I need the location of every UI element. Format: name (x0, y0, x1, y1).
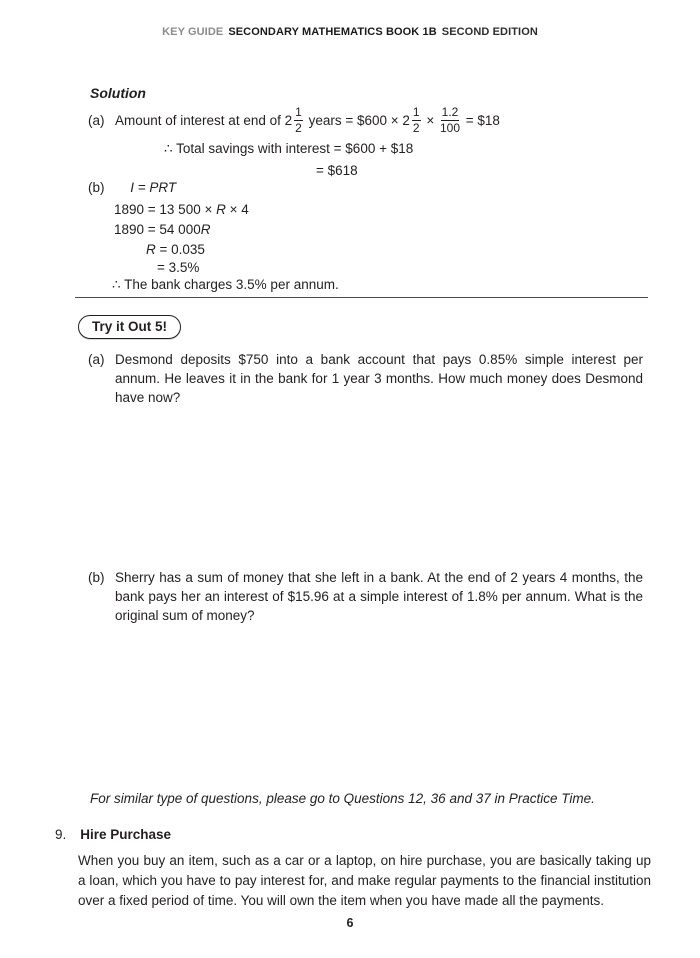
header-edition-label: SECOND EDITION (441, 26, 538, 38)
variable-r: R (216, 202, 226, 217)
solution-b-label: (b) (88, 180, 105, 195)
question-a-label: (a) (88, 352, 105, 367)
solution-a-label: (a) (88, 112, 105, 128)
variable-r: R (200, 222, 211, 237)
try-it-out-badge: Try it Out 5! (78, 315, 181, 339)
question-a (88, 350, 643, 407)
solution-a-total-line: ∴ Total savings with interest = $600 + $18 (164, 141, 414, 156)
question-b (88, 568, 643, 625)
fraction-one-half: $\frac{1}{2}$ (295, 104, 302, 135)
formula-i-prt: I = PRT (130, 180, 177, 195)
variable-r: R (146, 242, 156, 257)
header-series-label: KEY GUIDE (162, 26, 224, 38)
fraction-one-half: $\frac{1}{2}$ (412, 104, 420, 135)
section-number: 9. (55, 827, 67, 842)
solution-a-eq-times: × (422, 112, 438, 128)
solution-a-eq-pre: Amount of interest at end of 2 (115, 112, 293, 128)
header-book-title: SECONDARY MATHEMATICS BOOK 1B (228, 26, 437, 38)
page-number: 6 (346, 916, 354, 930)
section-divider (75, 297, 648, 298)
solution-b-step1: 1890 = 13 500 × R × 4 (114, 202, 249, 217)
fraction-rate: $\frac{1.2}{100}$ (439, 104, 461, 135)
section-9-paragraph: When you buy an item, such as a car or a laptop, on hire purchase, you are basically taking up a loan, which you have to pay interest for, and make regular payments to the financial institution over a fixed period of time. You will own the item when you have made all the payments. (78, 853, 651, 908)
question-a-text: Desmond deposits $750 into a bank account that pays 0.85% simple interest per annum. He leaves it in the bank for 1 year 3 months. How much money does Desmond have now? (115, 352, 643, 405)
solution-a-result-line: = $618 (316, 163, 358, 178)
solution-a-eq-result: = $18 (462, 112, 500, 128)
section-title: Hire Purchase (80, 827, 172, 842)
question-b-label: (b) (88, 570, 105, 585)
solution-heading: Solution (90, 85, 146, 101)
solution-a-eq-mid: years = $600 × 2 (304, 112, 410, 128)
solution-b-conclusion: ∴ The bank charges 3.5% per annum. (112, 277, 339, 292)
solution-b-step4: = 3.5% (157, 260, 200, 275)
solution-b-step3: R = 0.035 (146, 242, 205, 257)
solution-b-formula-line (88, 180, 176, 195)
question-b-text: Sherry has a sum of money that she left in a bank. At the end of 2 years 4 months, the bank pays her an interest of $15.96 at a simple interest of 1.8% per annum. What is the original sum of money? (115, 570, 643, 623)
solution-a-equation (88, 102, 500, 138)
page-header (0, 26, 700, 38)
section-9-heading (55, 827, 171, 842)
solution-b-step2: 1890 = 54 000R (114, 222, 211, 237)
practice-time-note: For similar type of questions, please go to Questions 12, 36 and 37 in Practice Time. (90, 791, 595, 806)
